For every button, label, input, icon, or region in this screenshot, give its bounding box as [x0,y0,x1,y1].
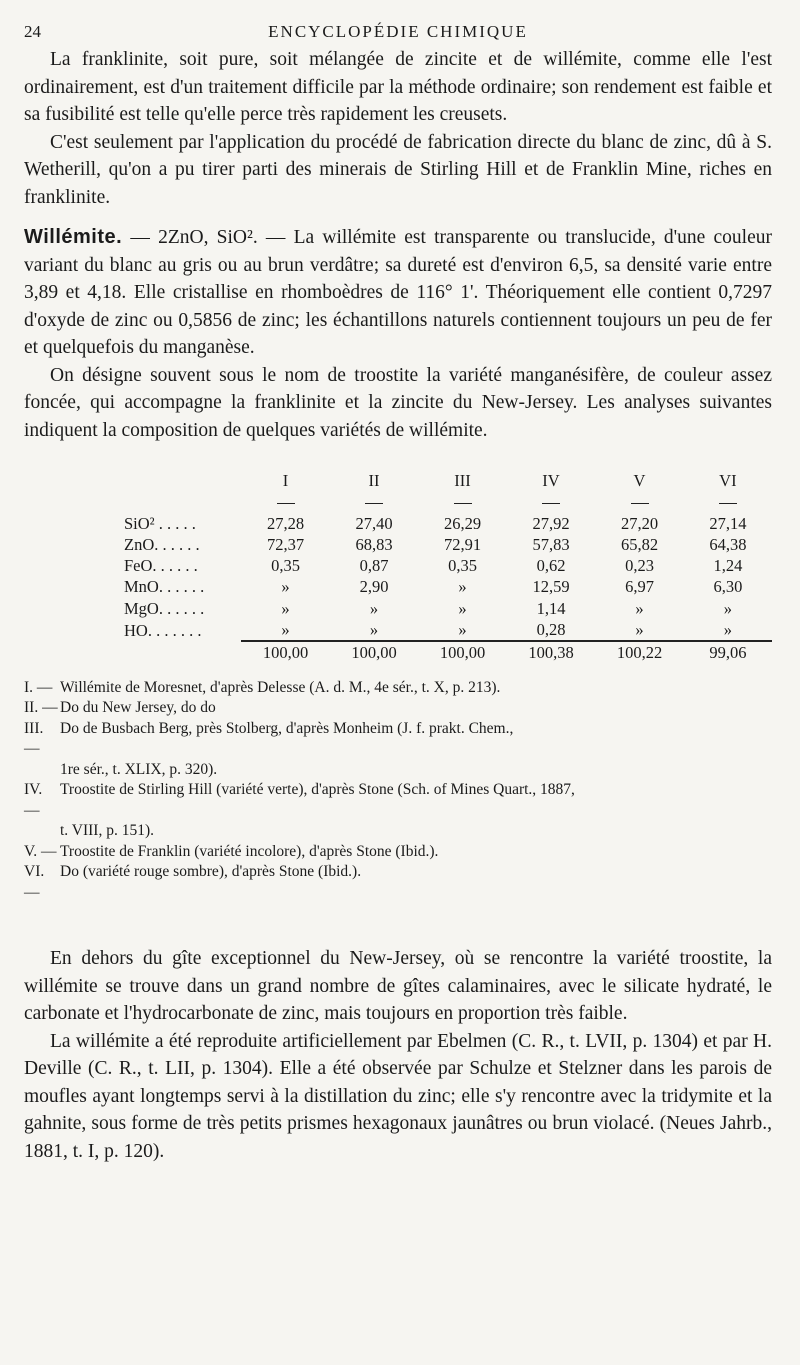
reference-key: IV. — [24,781,43,819]
table-cell: » [369,598,379,618]
table-cell: 27,40 [355,513,393,533]
reference-key: VI. — [24,863,45,901]
reference-key: I. — [24,678,53,696]
rule [631,503,649,504]
analysis-table [124,470,772,664]
reference-text: Willémite de Moresnet, d'après Delesse (A. d. M., 4e sér., t. X, p. 213). [60,678,501,696]
reference-text: Do du New Jersey, do do [60,699,216,717]
paragraph-willemite [24,224,772,362]
paragraph-synthesis: La willémite a été reproduite artificiellement par Ebelmen (C. R., t. LVII, p. 1304) et par H. Deville (C. R., t. LII, p. 1304). Elle a été observée par Schulze et Stelzner dans les parois de moufles ayant longtemps servi à la distillation du zinc; elle s'y rencontre avec la tridymite et la gahnite, sous forme de très petits prismes hexagonaux jaunâtres ou brun violacé. (Neues Jahrb., 1881, t. I, p. 120). [24,1030,772,1162]
table-cell: » [281,598,290,618]
total-cell: 100,00 [241,641,330,663]
reference-key: II. — [24,699,58,717]
header-rule-row [124,491,772,512]
table-cell: » [723,620,732,640]
reference-item [24,719,772,760]
section-heading-willemite: Willémite. [24,226,123,248]
table-cell: 64,38 [709,534,747,554]
table-cell: » [723,598,732,618]
table-row [124,555,772,576]
reference-continuation: 1re sér., t. XLIX, p. 320). [60,760,218,778]
table-row [124,619,772,641]
analysis-references [24,678,772,904]
table-cell: 26,29 [443,513,482,533]
paragraph-wetherill: C'est seulement par l'application du procédé de fabrication directe du blanc de zinc, dû à S. Wetherill, qu'on a pu tirer parti des minerais de Stirling Hill et de Franklin Mine, riches en franklinite. [24,131,772,208]
table-row [124,513,772,534]
column-header: V [633,471,646,490]
table-corner [124,470,241,491]
table-cell: 72,37 [266,534,305,554]
rule [719,503,737,504]
table-cell: 0,28 [536,620,566,640]
table-cell: 0,35 [448,556,477,576]
reference-item [24,678,772,699]
reference-text: Do (variété rouge sombre), d'après Stone (Ibid.). [60,863,362,881]
table-cell: 27,92 [532,513,570,533]
table-cell: 27,14 [709,513,747,533]
reference-continuation: t. VIII, p. 151). [60,822,154,840]
table-cell: » [369,620,379,640]
column-header: II [368,471,380,490]
reference-text: Troostite de Stirling Hill (variété verte), d'après Stone (Sch. of Mines Quart., 1887, [60,781,575,799]
total-cell: 100,22 [595,641,684,663]
row-label: MgO. . . . . . [124,598,205,618]
running-title: ENCYCLOPÉDIE CHIMIQUE [268,22,528,41]
row-label: ZnO. . . . . . [124,534,200,554]
rule [277,503,295,504]
table-cell: 57,83 [532,534,570,554]
reference-item [24,842,772,863]
table-cell: 2,90 [359,577,389,597]
row-label: HO. . . . . . . [124,620,202,640]
table-cell: » [458,598,467,618]
column-header: IV [542,471,560,490]
reference-key: V. — [24,842,57,860]
column-header: III [454,471,471,490]
total-cell: 100,38 [507,641,596,663]
total-cell: 100,00 [330,641,419,663]
table-row [124,534,772,555]
rule [365,503,383,504]
table-cell: 6,30 [713,577,743,597]
willemite-formula: — 2ZnO, SiO². — [122,227,294,248]
table-cell: 0,62 [536,556,566,576]
table-cell: 0,35 [271,556,300,576]
reference-text: Do de Busbach Berg, près Stolberg, d'après Monheim (J. f. prakt. Chem., [60,719,514,737]
table-cell: 65,82 [620,534,659,554]
table-cell: 0,23 [625,556,654,576]
rule [542,503,560,504]
total-cell: 100,00 [418,641,507,663]
table-cell: 72,91 [443,534,482,554]
rule [454,503,472,504]
paragraph-troostite: On désigne souvent sous le nom de troostite la variété manganésifère, de couleur assez foncée, qui accompagne la franklinite et la zincite du New-Jersey. Les analyses suivantes indiquent la composition de quelques variétés de willémite. [24,364,772,441]
table-cell: 27,28 [266,513,305,533]
paragraph-franklinite: La franklinite, soit pure, soit mélangée de zincite et de willémite, comme elle l'est ordinairement, est d'un traitement difficile par la méthode ordinaire; son rendement est faible et sa fusibilité est telle qu'elle perce très rapidement les creusets. [24,49,772,125]
reference-item [24,862,772,903]
willemite-description: La willémite est transparente ou translucide, d'une couleur variant du blanc au gris ou au brun verdâtre; sa dureté est d'environ 6,5, sa densité varie entre 3,89 et 4,18. Elle cristallise en rhomboèdres de 116° 1'. Théoriquement elle contient 0,7297 d'oxyde de zinc ou 0,5856 de zinc; les échantillons naturels contiennent toujours un peu de fer et quelquefois du manganèse. [24,227,772,358]
table-cell: 6,97 [625,577,654,597]
table-cell: » [458,620,467,640]
table-cell: » [281,620,290,640]
page-header [24,10,772,46]
reference-key: III. — [24,719,44,758]
table-cell: 1,14 [536,598,566,618]
table-cell: 0,87 [359,556,389,576]
column-header: VI [719,471,737,490]
total-cell: 99,06 [684,641,772,663]
table-cell: » [458,577,467,597]
table-cell: 1,24 [713,556,743,576]
column-header: I [282,471,289,490]
totals-row [124,641,772,663]
reference-text: Troostite de Franklin (variété incolore), d'après Stone (Ibid.). [60,842,439,860]
table-cell: 12,59 [532,577,570,597]
table-cell: » [635,620,644,640]
table-cell: » [281,577,290,597]
table-row [124,598,772,619]
table-cell: 27,20 [620,513,659,533]
paragraph-occurrence: En dehors du gîte exceptionnel du New-Jersey, où se rencontre la variété troostite, la willémite se trouve dans un grand nombre de gîtes calaminaires, avec le silicate hydraté, le carbonate et l'hydrocarbonate de zinc, mais toujours en proportion très faible. [24,948,772,1025]
table-row [124,576,772,597]
table-cell: 68,83 [355,534,393,554]
table-cell: » [635,598,644,618]
row-label: FeO. . . . . . [124,556,198,576]
row-label: SiO² . . . . . [124,513,196,533]
reference-item [24,780,772,821]
reference-item [24,698,772,719]
page-number: 24 [24,22,41,41]
table-header-row [124,470,772,491]
row-label: MnO. . . . . . [124,577,205,597]
